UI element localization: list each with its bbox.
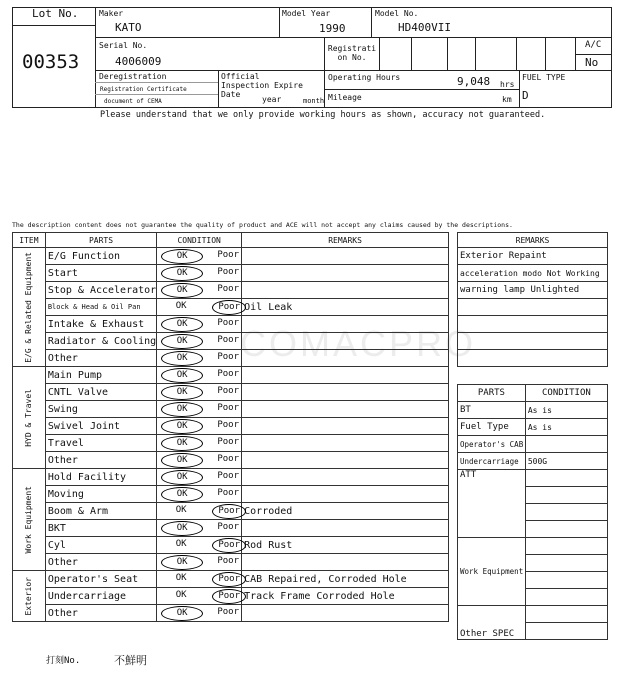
ok-option: OK <box>175 539 187 549</box>
parts-name: Undercarriage <box>458 453 526 470</box>
remark-row <box>458 265 608 282</box>
remark-cell: Track Frame Corroded Hole <box>242 588 449 605</box>
remark-cell <box>242 367 449 384</box>
ok-option: OK <box>175 301 187 311</box>
table-row <box>13 265 449 282</box>
parts-name: ATT <box>458 470 526 538</box>
part-name: Cyl <box>45 537 156 554</box>
table-row <box>13 350 449 367</box>
ok-option: OK <box>161 606 203 621</box>
poor-option: Poor <box>217 352 240 362</box>
group-label: Exterior <box>24 576 34 616</box>
part-name: BKT <box>45 520 156 537</box>
model-no-value: HD400VII <box>398 21 451 34</box>
remark-cell: Corroded <box>242 503 449 520</box>
model-year-value: 1990 <box>319 22 346 35</box>
remark-cell: CAB Repaired, Corroded Hole <box>242 571 449 588</box>
part-name: Main Pump <box>45 367 156 384</box>
part-name: Other <box>45 554 156 571</box>
group-label: E/G & Related Equipment <box>24 251 34 363</box>
table-row <box>13 503 449 520</box>
side-parts-header: PARTS <box>458 385 526 402</box>
condition-cell <box>157 537 242 554</box>
remark-cell <box>242 384 449 401</box>
part-name: Swing <box>45 401 156 418</box>
ok-option: OK <box>175 590 187 600</box>
table-row <box>13 452 449 469</box>
parts-condition <box>525 606 607 623</box>
poor-option: Poor <box>217 369 240 379</box>
poor-option: Poor <box>217 386 240 396</box>
condition-cell <box>157 265 242 282</box>
parts-condition <box>525 436 607 453</box>
remark-row <box>458 333 608 350</box>
condition-cell <box>157 333 242 350</box>
side-remarks-header: REMARKS <box>458 233 608 248</box>
remark-cell <box>242 333 449 350</box>
condition-cell <box>157 282 242 299</box>
watermark: COMACPRO <box>240 323 477 364</box>
ok-option: OK <box>175 505 187 515</box>
month-label: month <box>303 97 325 105</box>
year-label: year <box>262 95 282 104</box>
remark-row <box>458 299 608 316</box>
part-name: Moving <box>45 486 156 503</box>
poor-option: Poor <box>217 488 240 498</box>
condition-cell <box>157 367 242 384</box>
parts-name: Work Equipment <box>458 538 526 606</box>
remark-cell <box>242 554 449 571</box>
remark-line <box>458 316 608 333</box>
table-row <box>13 333 449 350</box>
poor-option: Poor <box>212 504 246 519</box>
table-row <box>13 367 449 384</box>
parts-condition: 500G <box>525 453 607 470</box>
col-parts: PARTS <box>45 233 156 248</box>
ok-option: OK <box>161 368 203 383</box>
condition-cell <box>157 520 242 537</box>
remark-row <box>458 316 608 333</box>
part-name: Operator's Seat <box>45 571 156 588</box>
parts-row <box>458 606 608 623</box>
condition-cell <box>157 299 242 316</box>
group-label: Work Equipment <box>24 485 34 554</box>
side-condition-header: CONDITION <box>525 385 607 402</box>
table-row <box>13 435 449 452</box>
cema-label: document of CEMA <box>104 98 162 105</box>
parts-name: BT <box>458 402 526 419</box>
hours-label: Operating Hours <box>328 73 401 82</box>
ac-value: No <box>585 56 599 69</box>
engrave-value: 不鮮明 <box>114 654 147 667</box>
parts-condition <box>525 487 607 504</box>
remark-row <box>458 282 608 299</box>
remark-cell <box>242 520 449 537</box>
remark-line <box>458 333 608 350</box>
remark-cell <box>242 316 449 333</box>
part-name: Travel <box>45 435 156 452</box>
table-row <box>13 537 449 554</box>
parts-condition <box>525 504 607 521</box>
parts-row <box>458 538 608 555</box>
part-name: Intake & Exhaust <box>45 316 156 333</box>
condition-cell <box>157 605 242 622</box>
ok-option: OK <box>161 249 203 264</box>
parts-name: Other SPEC <box>458 606 526 640</box>
poor-option: Poor <box>217 454 240 464</box>
parts-condition <box>525 521 607 538</box>
maker-label: Maker <box>99 9 124 18</box>
condition-cell <box>157 588 242 605</box>
poor-option: Poor <box>217 556 240 566</box>
ok-option: OK <box>161 266 203 281</box>
part-name: Stop & Accelerator <box>45 282 156 299</box>
remark-line: Exterior Repaint <box>458 248 608 265</box>
ok-option: OK <box>161 334 203 349</box>
part-name: Swivel Joint <box>45 418 156 435</box>
poor-option: Poor <box>217 284 240 294</box>
group-label: HYD & Travel <box>24 388 34 447</box>
engrave-label: 打刻No. <box>46 656 81 666</box>
parts-row <box>458 436 608 453</box>
table-row <box>13 554 449 571</box>
part-name: CNTL Valve <box>45 384 156 401</box>
maker-value: KATO <box>115 21 142 34</box>
poor-option: Poor <box>217 522 240 532</box>
table-row <box>13 248 449 265</box>
side-remarks-table <box>457 232 608 367</box>
fuel-value: D <box>522 89 529 102</box>
poor-option: Poor <box>217 335 240 345</box>
condition-cell <box>157 401 242 418</box>
table-row <box>13 520 449 537</box>
poor-option: Poor <box>212 538 246 553</box>
ok-option: OK <box>161 351 203 366</box>
remark-cell <box>242 265 449 282</box>
part-name: E/G Function <box>45 248 156 265</box>
remark-cell <box>242 605 449 622</box>
ok-option: OK <box>161 453 203 468</box>
condition-cell <box>157 384 242 401</box>
poor-option: Poor <box>217 437 240 447</box>
parts-name: Fuel Type <box>458 419 526 436</box>
condition-cell <box>157 469 242 486</box>
remark-cell <box>242 350 449 367</box>
mileage-label: Mileage <box>328 93 362 102</box>
table-row <box>13 605 449 622</box>
part-name: Hold Facility <box>45 469 156 486</box>
hrs-unit: hrs <box>500 80 515 89</box>
model-year-label: Model Year <box>282 9 331 18</box>
parts-name: Operator's CAB <box>458 436 526 453</box>
ok-option: OK <box>175 573 187 583</box>
remark-cell <box>242 248 449 265</box>
serial-value: 4006009 <box>115 55 162 68</box>
ok-option: OK <box>161 555 203 570</box>
table-row <box>13 282 449 299</box>
group-cell <box>13 571 46 622</box>
ok-option: OK <box>161 419 203 434</box>
poor-option: Poor <box>212 300 246 315</box>
lot-no-label: Lot No. <box>32 7 79 20</box>
fuel-label: FUEL TYPE <box>522 73 566 82</box>
table-row <box>13 316 449 333</box>
reg-cert-label: Registration Certificate <box>100 86 187 93</box>
serial-label: Serial No. <box>99 41 148 50</box>
km-unit: km <box>502 95 512 104</box>
remark-cell: Rod Rust <box>242 537 449 554</box>
remark-cell <box>242 452 449 469</box>
hours-value: 9,048 <box>457 75 491 88</box>
condition-cell <box>157 418 242 435</box>
col-condition: CONDITION <box>157 233 242 248</box>
condition-cell <box>157 554 242 571</box>
parts-condition <box>525 555 607 572</box>
remark-cell <box>242 435 449 452</box>
col-remarks: REMARKS <box>242 233 449 248</box>
ok-option: OK <box>161 487 203 502</box>
table-row <box>13 401 449 418</box>
part-name: Other <box>45 452 156 469</box>
col-item: ITEM <box>13 233 46 248</box>
ok-option: OK <box>161 317 203 332</box>
ok-option: OK <box>161 470 203 485</box>
condition-cell <box>157 571 242 588</box>
condition-cell <box>157 486 242 503</box>
poor-option: Poor <box>217 267 240 277</box>
registration-label: Registrati on No. <box>327 44 377 62</box>
ok-option: OK <box>161 436 203 451</box>
parts-condition <box>525 470 607 487</box>
side-parts-table <box>457 384 608 640</box>
poor-option: Poor <box>217 250 240 260</box>
ok-option: OK <box>161 283 203 298</box>
condition-cell <box>157 503 242 520</box>
part-name: Radiator & Cooling <box>45 333 156 350</box>
poor-option: Poor <box>217 607 240 617</box>
condition-cell <box>157 316 242 333</box>
remark-cell <box>242 486 449 503</box>
parts-condition <box>525 589 607 606</box>
remark-cell <box>242 418 449 435</box>
part-name: Boom & Arm <box>45 503 156 520</box>
parts-condition <box>525 623 607 640</box>
remark-cell <box>242 282 449 299</box>
remark-row <box>458 350 608 367</box>
dereg-label: Deregistration <box>99 72 167 81</box>
remark-line <box>458 350 608 367</box>
parts-condition: As is <box>525 402 607 419</box>
table-row <box>13 469 449 486</box>
part-name: Undercarriage <box>45 588 156 605</box>
part-name: Start <box>45 265 156 282</box>
poor-option: Poor <box>217 318 240 328</box>
model-no-label: Model No. <box>375 9 419 18</box>
remark-cell <box>242 469 449 486</box>
poor-option: Poor <box>217 471 240 481</box>
ok-option: OK <box>161 521 203 536</box>
table-row <box>13 299 449 316</box>
inspection-table <box>12 232 449 622</box>
parts-row <box>458 419 608 436</box>
table-row <box>13 588 449 605</box>
remark-row <box>458 248 608 265</box>
condition-cell <box>157 248 242 265</box>
ok-option: OK <box>161 402 203 417</box>
remark-cell: Oil Leak <box>242 299 449 316</box>
poor-option: Poor <box>212 589 246 604</box>
group-cell <box>13 367 46 469</box>
parts-condition <box>525 538 607 555</box>
remark-line: warning lamp Unlighted <box>458 282 608 299</box>
notice-text: Please understand that we only provide working hours as shown, accuracy not guaranteed. <box>100 110 546 120</box>
part-name: Other <box>45 605 156 622</box>
table-row <box>13 384 449 401</box>
parts-condition <box>525 572 607 589</box>
inspection-label: Official Inspection Expire Date <box>221 72 303 99</box>
lot-no: 00353 <box>22 51 80 73</box>
ok-option: OK <box>161 385 203 400</box>
parts-row <box>458 470 608 487</box>
condition-cell <box>157 452 242 469</box>
table-row <box>13 486 449 503</box>
parts-condition: As is <box>525 419 607 436</box>
poor-option: Poor <box>217 420 240 430</box>
poor-option: Poor <box>217 403 240 413</box>
table-row <box>13 418 449 435</box>
condition-cell <box>157 350 242 367</box>
ac-label: A/C <box>585 40 602 50</box>
part-name: Other <box>45 350 156 367</box>
disclaimer-text: The description content does not guarantee the quality of product and ACE will not accept any claims caused by the descriptions. <box>12 221 513 229</box>
condition-cell <box>157 435 242 452</box>
poor-option: Poor <box>212 572 246 587</box>
parts-row <box>458 453 608 470</box>
remark-line <box>458 299 608 316</box>
group-cell <box>13 469 46 571</box>
group-cell <box>13 248 46 367</box>
part-name: Block & Head & Oil Pan <box>45 299 156 316</box>
remark-cell <box>242 401 449 418</box>
table-row <box>13 571 449 588</box>
remark-line: acceleration modo Not Working <box>458 265 608 282</box>
parts-row <box>458 402 608 419</box>
